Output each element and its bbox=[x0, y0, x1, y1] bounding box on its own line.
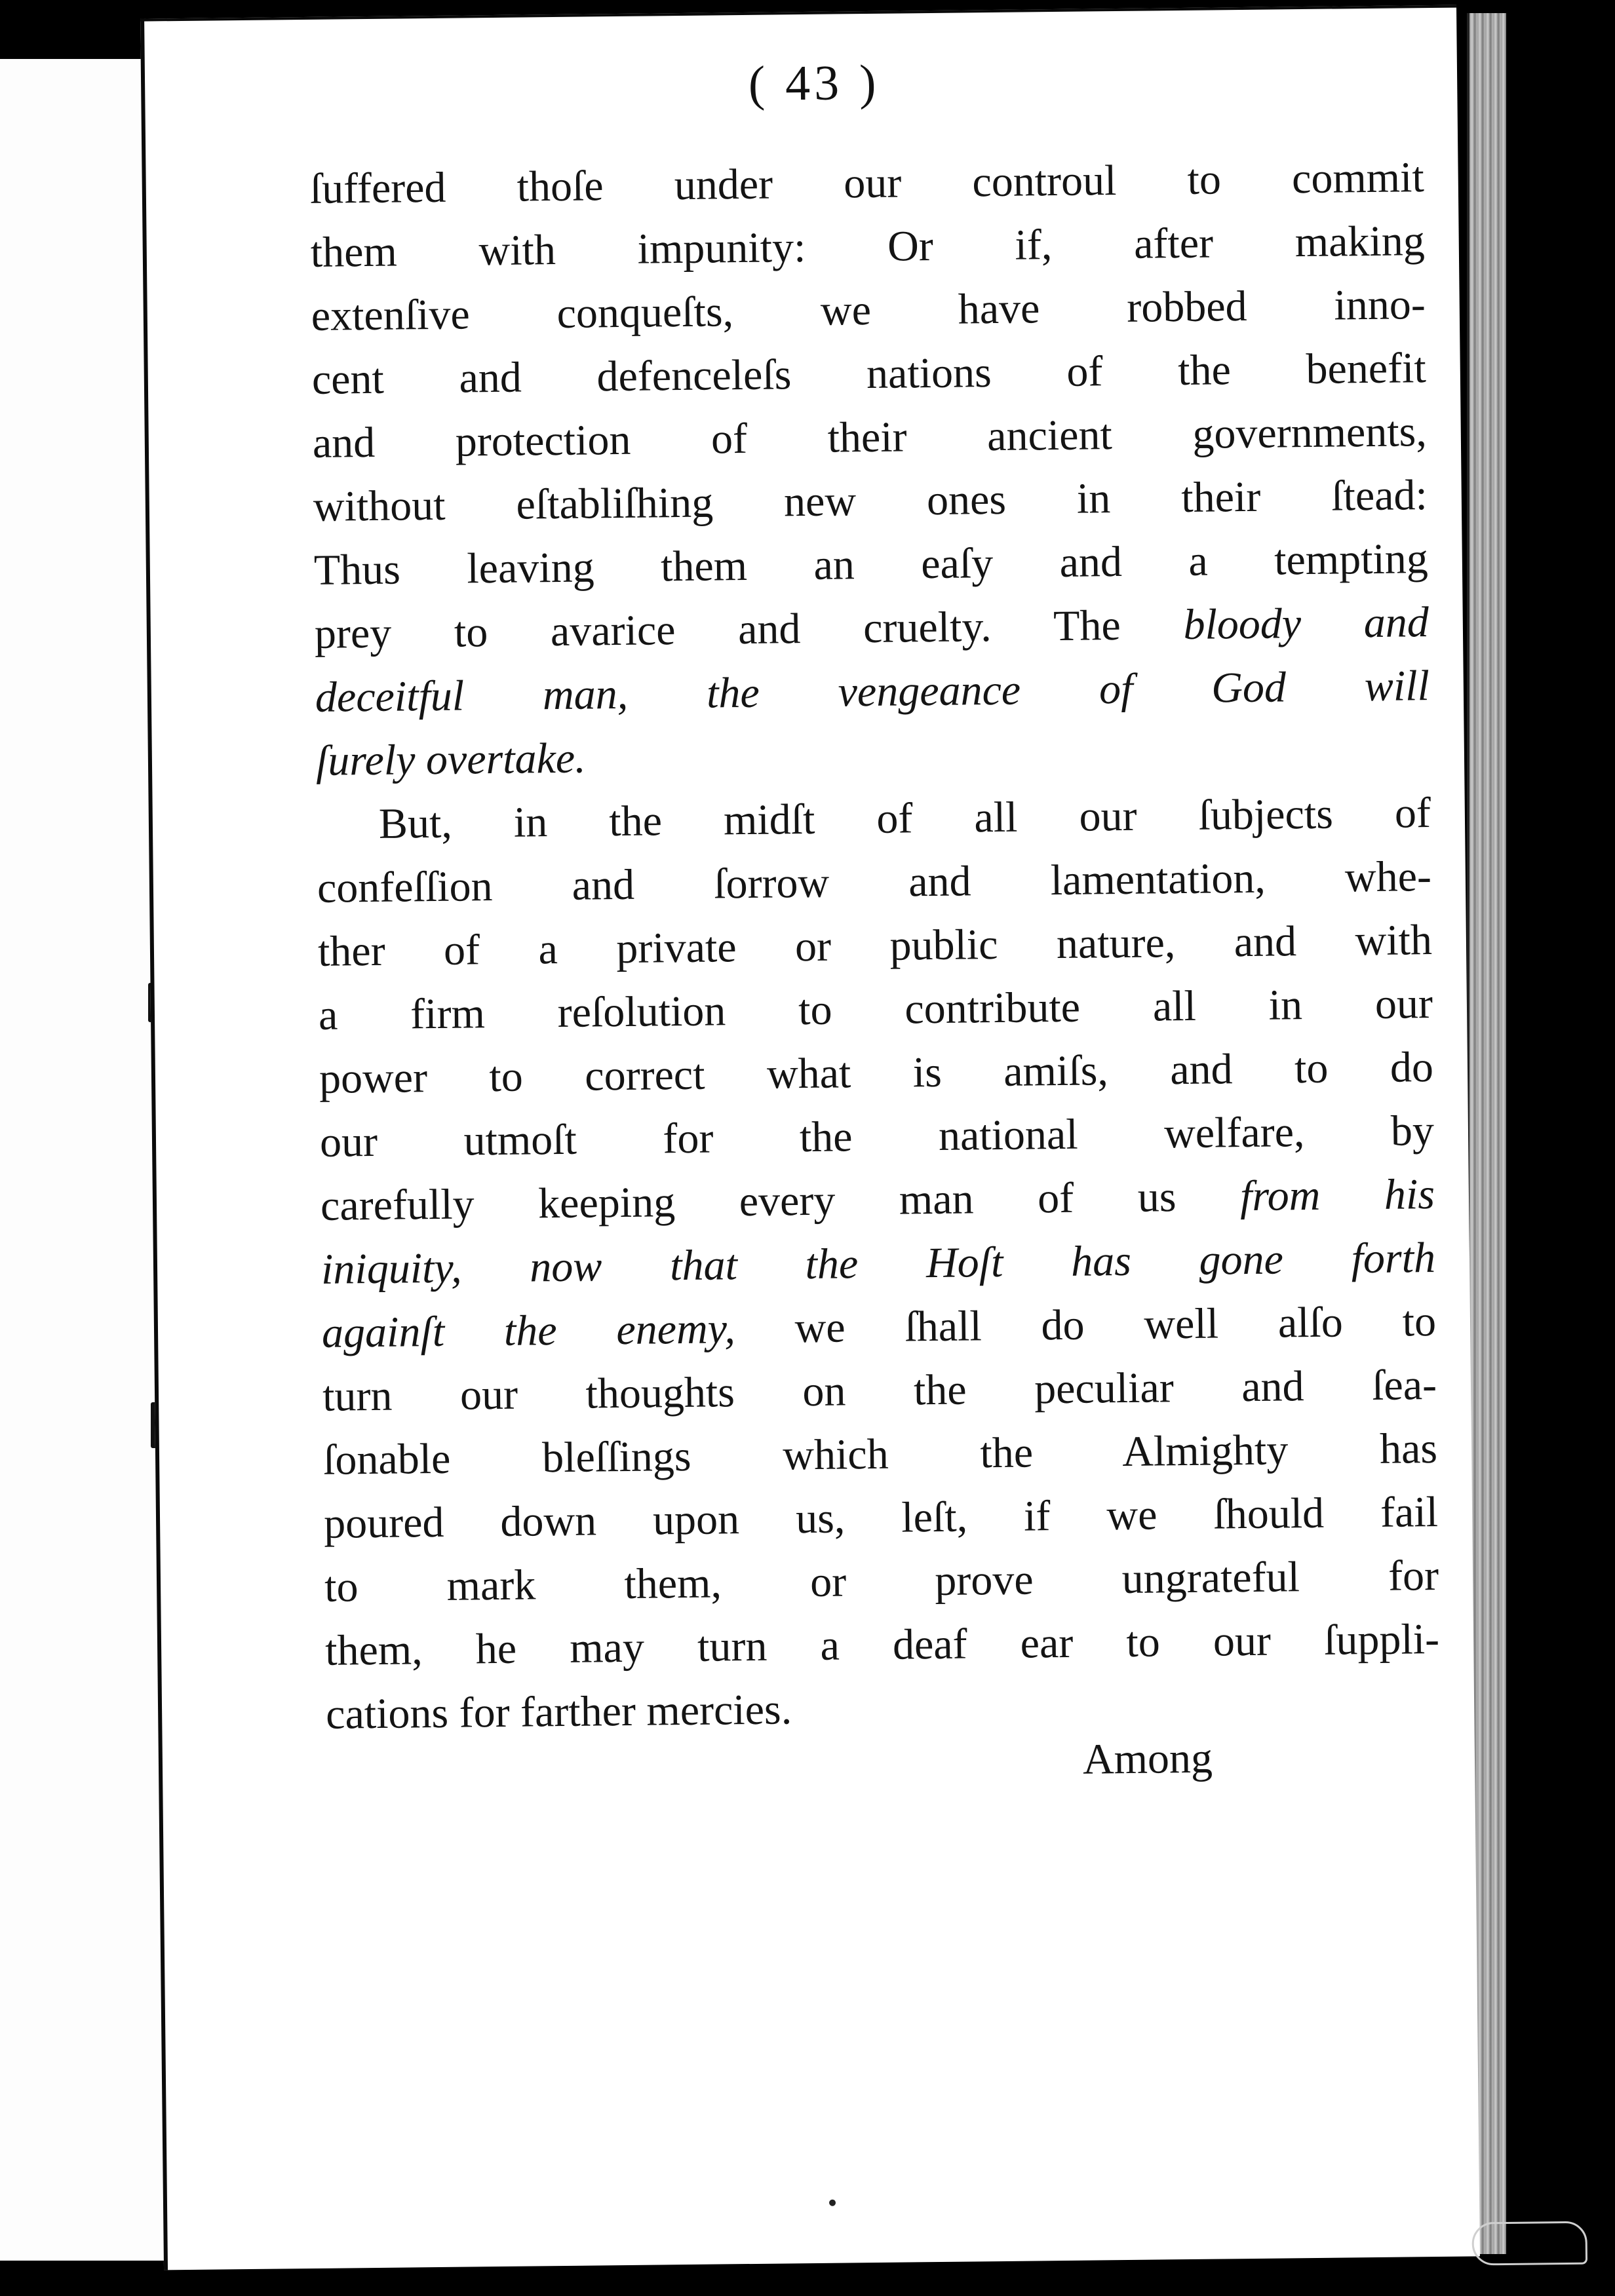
text-line bbox=[322, 1290, 1437, 1365]
text-line: power to correct what is amiſs, and to do bbox=[319, 1043, 1434, 1103]
italic-segment: from his bbox=[1239, 1170, 1435, 1221]
italic-segment: deceitful man, the vengeance of God will bbox=[315, 662, 1430, 721]
text-line: cations for farther mercies. bbox=[325, 1685, 792, 1738]
text-line: our utmoſt for the national welfare, by bbox=[319, 1107, 1435, 1166]
italic-segment: bloody and bbox=[1183, 598, 1430, 649]
text-line: poured down upon us, leſt, if we ſhould fail bbox=[323, 1488, 1439, 1548]
body-text bbox=[309, 145, 1440, 1746]
text-line bbox=[321, 1162, 1435, 1238]
text-line bbox=[314, 590, 1429, 666]
catchword: Among bbox=[1082, 1734, 1213, 1784]
text-line bbox=[315, 654, 1430, 729]
text-line: without eſtabliſhing new ones in their ſtead: bbox=[313, 471, 1428, 531]
text-line: them with impunity: Or if, after making bbox=[310, 217, 1426, 277]
text-segment: prey to avarice and cruelty. The bbox=[314, 600, 1184, 658]
page-corner-curl bbox=[1471, 2221, 1587, 2266]
paragraph-start-line: But, in the midſt of all our ſubjects of bbox=[378, 789, 1431, 848]
text-line: ther of a private or public nature, and with bbox=[317, 916, 1433, 976]
text-line: and protection of their ancient governments, bbox=[312, 408, 1428, 467]
text-line: to mark them, or prove ungrateful for bbox=[324, 1551, 1439, 1611]
text-segment: we ſhall do well alſo to bbox=[735, 1297, 1437, 1353]
text-line: ſonable bleſſings which the Almighty has bbox=[322, 1425, 1438, 1484]
page-number: ( 43 ) bbox=[748, 54, 880, 111]
text-line bbox=[321, 1226, 1436, 1301]
text-line: turn our thoughts on the peculiar and ſea- bbox=[322, 1361, 1437, 1421]
book-page bbox=[140, 5, 1480, 2270]
text-line: a firm reſolution to contribute all in our bbox=[318, 980, 1433, 1039]
text-line: Thus leaving them an eaſy and a tempting bbox=[313, 535, 1429, 594]
text-segment: carefully keeping every man of us bbox=[320, 1172, 1241, 1230]
text-line: confeſſion and ſorrow and lamentation, whe- bbox=[317, 852, 1432, 912]
italic-segment: ſurely overtake. bbox=[315, 734, 587, 785]
text-line: extenſive conqueſts, we have robbed inno- bbox=[311, 280, 1426, 340]
text-line: cent and defenceleſs nations of the benefit bbox=[311, 344, 1427, 404]
italic-segment: againſt the enemy, bbox=[321, 1305, 736, 1357]
printer-mark bbox=[829, 2200, 836, 2206]
text-line: ſuffered thoſe under our controul to commit bbox=[309, 153, 1425, 213]
italic-segment: iniquity, now that the Hoſt has gone forth bbox=[321, 1234, 1436, 1293]
text-line bbox=[315, 718, 1430, 793]
text-line: them, he may turn a deaf ear to our ſuppli- bbox=[324, 1615, 1440, 1675]
